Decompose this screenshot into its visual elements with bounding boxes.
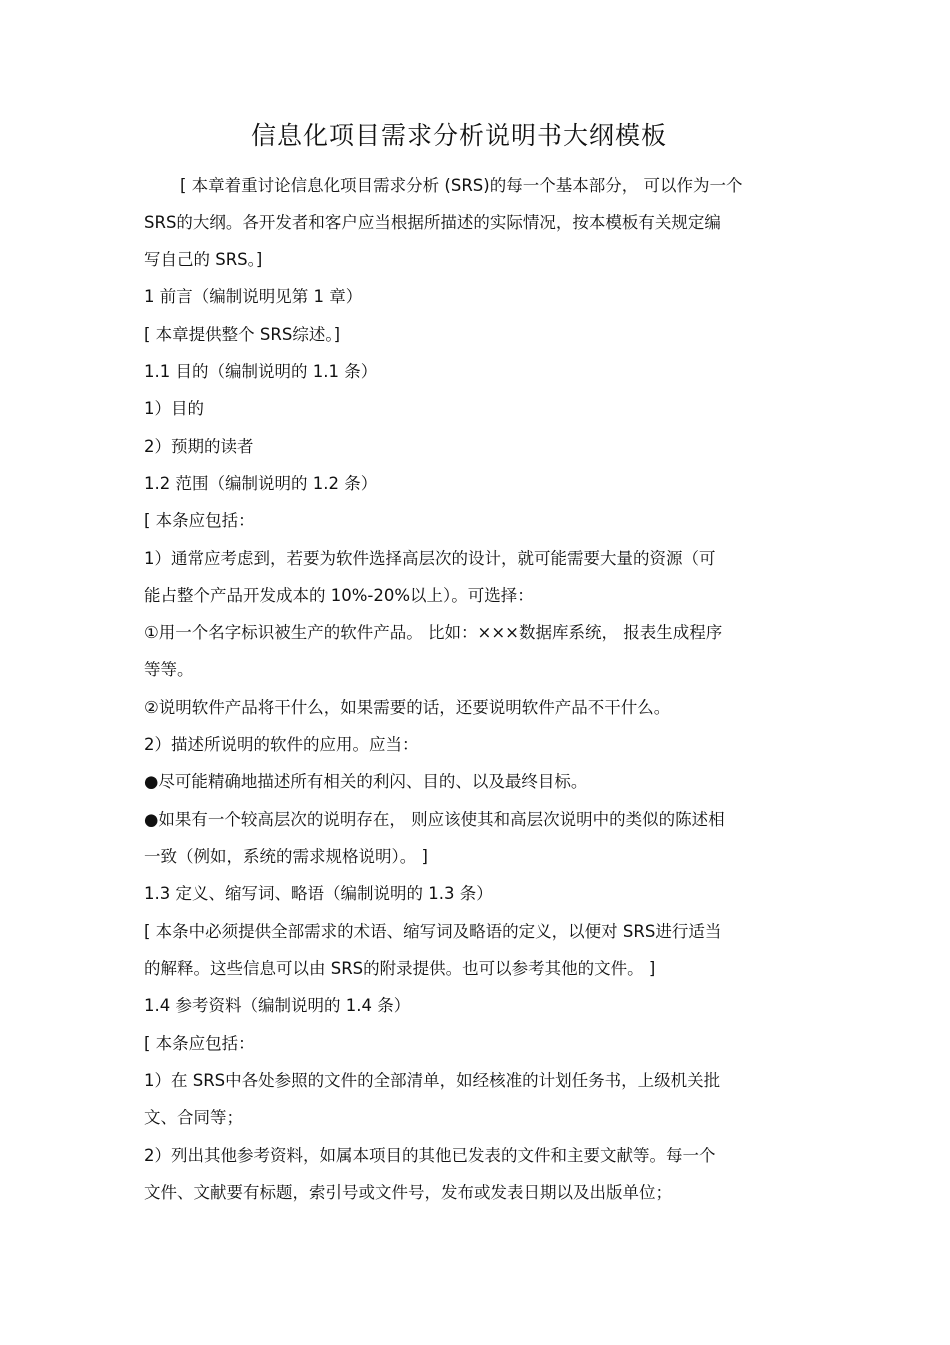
paragraph-line: 能占整个产品开发成本的 10%-20%以上）。可选择： — [144, 586, 534, 605]
intro-line-2: SRS的大纲。各开发者和客户应当根据所描述的实际情况，按本模板有关规定编 — [144, 213, 721, 232]
paragraph-line: 一致（例如，系统的需求规格说明）。 ] — [144, 847, 428, 866]
section-heading-1-3: 1.3 定义、缩写词、略语（编制说明的 1.3 条） — [144, 884, 493, 903]
bullet-item: ●尽可能精确地描述所有相关的利闪、目的、以及最终目标。 — [144, 772, 588, 791]
paragraph-line: 文、合同等； — [144, 1108, 243, 1127]
bullet-item: ●如果有一个较高层次的说明存在， 则应该使其和高层次说明中的类似的陈述相 — [144, 810, 725, 829]
list-item: 1）在 SRS中各处参照的文件的全部清单，如经核准的计划任务书，上级机关批 — [144, 1071, 721, 1090]
list-item: 1）目的 — [144, 399, 204, 418]
paragraph-line: 等等。 — [144, 660, 194, 679]
list-item: 2）预期的读者 — [144, 437, 254, 456]
paragraph-line: [ 本条中必须提供全部需求的术语、缩写词及略语的定义，以便对 SRS进行适当 — [144, 922, 722, 941]
paragraph-line: [ 本条应包括： — [144, 1034, 255, 1053]
intro-line-3: 写自己的 SRS。] — [144, 250, 263, 269]
paragraph-line: [ 本章提供整个 SRS综述。] — [144, 325, 341, 344]
list-item: 2）列出其他参考资料，如属本项目的其他已发表的文件和主要文献等。每一个 — [144, 1146, 716, 1165]
section-heading-1-4: 1.4 参考资料（编制说明的 1.4 条） — [144, 996, 411, 1015]
list-item: ②说明软件产品将干什么，如果需要的话，还要说明软件产品不干什么。 — [144, 698, 671, 717]
document-title: 信息化项目需求分析说明书大纲模板 — [250, 121, 667, 150]
list-item: 2）描述所说明的软件的应用。应当： — [144, 735, 419, 754]
paragraph-line: 的解释。这些信息可以由 SRS的附录提供。也可以参考其他的文件。 ] — [144, 959, 656, 978]
paragraph-line: [ 本条应包括： — [144, 511, 255, 530]
section-heading-1: 1 前言（编制说明见第 1 章） — [144, 287, 363, 306]
section-heading-1-1: 1.1 目的（编制说明的 1.1 条） — [144, 362, 378, 381]
section-heading-1-2: 1.2 范围（编制说明的 1.2 条） — [144, 474, 378, 493]
list-item: ①用一个名字标识被生产的软件产品。 比如：×××数据库系统， 报表生成程序 — [144, 623, 723, 642]
list-item: 1）通常应考虑到，若要为软件选择高层次的设计，就可能需要大量的资源（可 — [144, 549, 716, 568]
intro-line-1: [ 本章着重讨论信息化项目需求分析 (SRS)的每一个基本部分， 可以作为一个 — [180, 176, 743, 195]
paragraph-line: 文件、文献要有标题，索引号或文件号，发布或发表日期以及出版单位； — [144, 1183, 672, 1202]
